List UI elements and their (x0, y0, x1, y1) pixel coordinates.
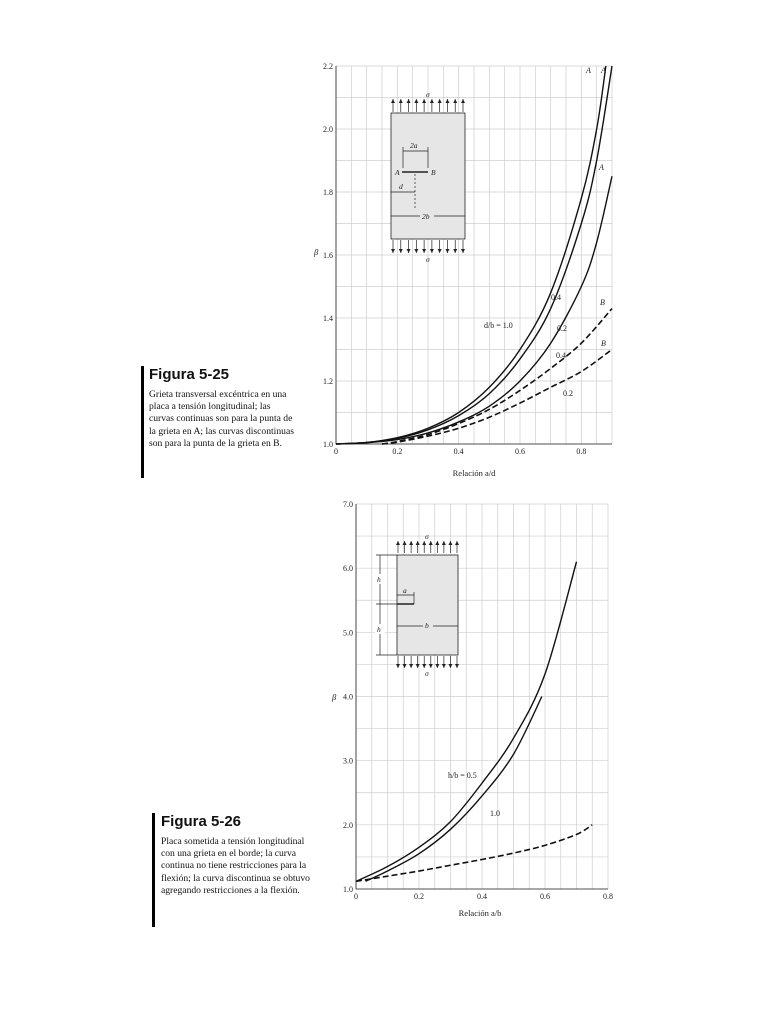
y-tick-label: 3.0 (343, 756, 353, 766)
arrow-head (453, 99, 457, 103)
arrow-head (438, 99, 442, 103)
y-tick-label: 1.4 (323, 314, 333, 323)
y-tick-label: 1.0 (343, 885, 353, 894)
plate (397, 555, 458, 655)
arrow-head (429, 664, 433, 668)
series-curve-label: 0.2 (557, 324, 567, 333)
arrow-head (396, 541, 400, 545)
arrow-head (391, 249, 395, 253)
y-tick-label: 5.0 (343, 628, 353, 638)
series-line-2 (356, 825, 592, 881)
dim-a-label: a (403, 586, 407, 595)
series-curve-label: h/b = 0.5 (448, 771, 477, 780)
x-tick-label: 0.2 (414, 892, 424, 901)
series-end-label: A (586, 66, 591, 75)
y-tick-label: 1.2 (323, 377, 333, 386)
x-axis-label: Relación a/d (452, 468, 496, 478)
dim-d-label: d (399, 182, 403, 191)
arrow-head (414, 249, 418, 253)
x-tick-label: 0.6 (515, 447, 525, 456)
point-b-label: B (431, 168, 436, 177)
figure-title: Figura 5-25 (149, 366, 230, 383)
arrow-head (429, 541, 433, 545)
x-tick-label: 0 (354, 892, 358, 901)
arrow-head (409, 541, 413, 545)
x-tick-label: 0.6 (540, 892, 550, 901)
dim-2a-label: 2a (410, 141, 418, 150)
chart-figure-5-26 (331, 500, 613, 918)
arrow-head (422, 541, 426, 545)
x-tick-label: 0.8 (603, 892, 613, 901)
series-line-1 (365, 697, 541, 882)
figure-caption-text: Grieta transversal excéntrica en una placa a tensión longitudinal; las curvas continuas son para la punta de la grieta en A; las curvas discontinuas son para la punta de la grieta en B. (149, 389, 294, 449)
sigma-top-label: σ (426, 90, 430, 99)
arrow-head (448, 664, 452, 668)
plate-diagram-5-25 (391, 90, 465, 264)
sigma-bottom-label: σ (425, 669, 429, 678)
tension-arrows-bottom (396, 656, 459, 668)
arrow-head (430, 249, 434, 253)
x-tick-label: 0.4 (477, 892, 487, 901)
x-axis-label: Relación a/b (458, 908, 502, 918)
tension-arrows-top (396, 541, 459, 553)
series-end-label: A (599, 163, 604, 172)
y-tick-label: 1.6 (323, 251, 333, 260)
sigma-top-label: σ (425, 532, 429, 541)
arrow-head (435, 541, 439, 545)
arrow-head (461, 99, 465, 103)
y-tick-label: 4.0 (343, 692, 353, 702)
y-tick-label: 6.0 (343, 564, 353, 574)
arrow-head (442, 541, 446, 545)
arrow-head (399, 249, 403, 253)
series-curve-label: d/b = 1.0 (484, 321, 513, 330)
y-axis-label: β (314, 247, 319, 257)
point-a-label: A (395, 168, 400, 177)
arrow-head (422, 664, 426, 668)
sigma-bottom-label: σ (426, 255, 430, 264)
arrow-head (407, 99, 411, 103)
arrow-head (455, 664, 459, 668)
arrow-head (430, 99, 434, 103)
arrow-head (442, 664, 446, 668)
arrow-head (407, 249, 411, 253)
series-line-4 (382, 350, 612, 445)
arrow-head (399, 99, 403, 103)
arrow-head (422, 99, 426, 103)
series-curve-label: 1.0 (490, 809, 500, 818)
arrow-head (414, 99, 418, 103)
series-curve-label: 0.2 (563, 389, 573, 398)
arrow-head (435, 664, 439, 668)
x-tick-label: 0 (334, 447, 338, 456)
arrow-head (445, 249, 449, 253)
arrow-head (438, 249, 442, 253)
x-tick-label: 0.4 (453, 447, 464, 456)
y-tick-label: 2.2 (323, 62, 333, 71)
series-end-label: A (601, 66, 606, 75)
arrow-head (453, 249, 457, 253)
y-tick-label: 1.8 (323, 188, 333, 197)
dim-b-label: b (425, 621, 429, 630)
series-end-label: B (601, 339, 606, 348)
arrow-head (455, 541, 459, 545)
dim-h1-label: h (377, 575, 381, 584)
dim-2b-label: 2b (422, 212, 430, 221)
y-tick-label: 7.0 (343, 500, 353, 509)
arrow-head (409, 664, 413, 668)
x-tick-label: 0.2 (392, 447, 403, 456)
series-curve-label: 0.4 (551, 293, 561, 302)
arrow-head (448, 541, 452, 545)
figure-title: Figura 5-26 (161, 813, 242, 830)
arrow-head (391, 99, 395, 103)
x-tick-label: 0.8 (576, 447, 587, 456)
y-tick-label: 2.0 (323, 125, 333, 134)
series-end-label: B (600, 298, 605, 307)
dim-h2-label: h (377, 625, 381, 634)
figure-caption-text: Placa sometida a tensión longitudinal con una grieta en el borde; la curva continua no tiene restricciones para la flexión; la curva discontinua se obtuvo agregando restricciones a la flexión. (161, 836, 310, 896)
arrow-head (396, 664, 400, 668)
y-tick-label: 1.0 (323, 440, 333, 449)
y-axis-label: β (332, 692, 337, 702)
series-curve-label: 0.4 (556, 351, 566, 360)
arrow-head (445, 99, 449, 103)
y-tick-label: 2.0 (343, 820, 353, 830)
arrow-head (461, 249, 465, 253)
arrow-head (422, 249, 426, 253)
